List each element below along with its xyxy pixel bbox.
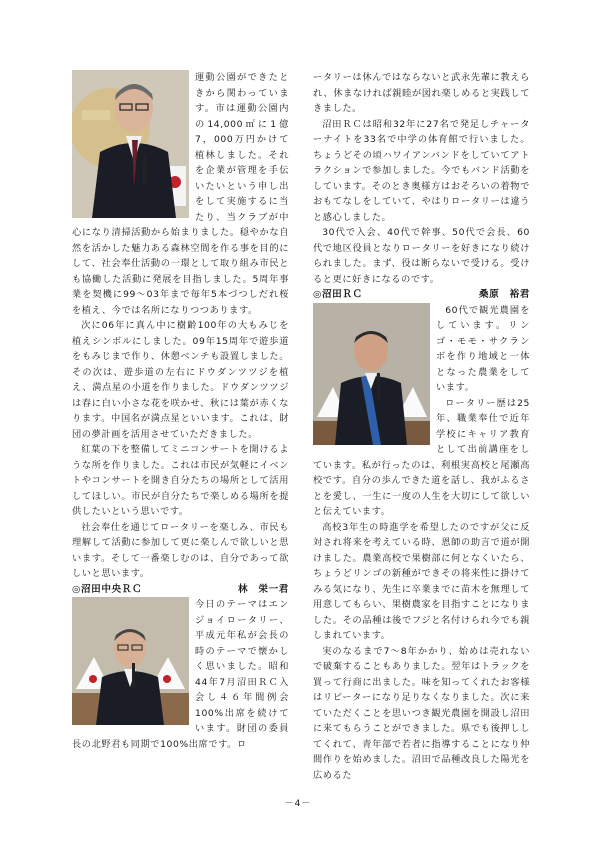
speaker2-photo <box>72 597 189 725</box>
article-paragraph: 社会奉仕を通じてロータリーを楽しみ、市民も理解して活動に参加して更に楽しんで欲しいと思います。そして一番楽しむのは、自分であって欲しいと思います。 <box>72 521 289 579</box>
left-column <box>72 70 289 752</box>
article-paragraph: 今日のテーマはエンジョイロータリー、平成元年私が会長の時のテーマで懐かしく思いました。昭和44年7月沼田ＲＣ入会し４６年間例会100%出席を続けています。財団の委員長の北野君も同期で100%出席です。ロ <box>72 599 289 750</box>
article-paragraph: 次に06年に真ん中に樹齢100年の大もみじを植えシンボルにしました。09年15周年で遊歩道をもみじまで作り、休憩ベンチも設置しました。その次は、遊歩道の左右にドウダンツツジを植え、満点星の小道を作りました。ドウダンツツジは春に白い小さな花を咲かせ、秋には葉が赤くなります。中国名が満点星といいます。これは、財団の夢計画を活用させていただきました。 <box>72 320 289 440</box>
right-column <box>313 70 530 783</box>
article-paragraph: 紅葉の下を整備してミニコンサートを開けるような所を作りました。これは市民が気軽にイベントやコンサートを開き自分たちの場所として活用してほしい。市民が自分たちで楽しめる場所を提供したいという思いです。 <box>72 444 289 517</box>
speaker3-photo <box>313 303 430 445</box>
speaker-name: 桑原 裕君 <box>479 289 530 300</box>
article-paragraph: ータリーは休んではならないと武永先輩に教えられ、休まなければ親睦が図れ楽しめると実践してきました。 <box>313 72 530 114</box>
speaker-club: ◎沼田中央ＲＣ <box>72 583 143 595</box>
speaker-name: 林 栄一君 <box>238 583 289 595</box>
article-paragraph: 運動公園ができたときから関わっています。市は運動公園内の14,000㎡に1億7，000万円かけて植林しました。それを企業が管理を手伝いたいという申し出をして実施するに当たり、当クラブが中心になり清掃活動から始まりました。穏やかな自然を活かした魅力ある森林空間を作る事を目的にして、社会奉仕活動の一環として取り組み市民とも協働した活動に発展を目指しました。5周年事業を契機に99～03年まで毎年5本づつしだれ桜を植え、今では名所になりつつあります。 <box>72 72 289 316</box>
page-number: －4－ <box>284 799 312 809</box>
article-paragraph: ロータリー歴は25年、職業奉仕で近年学校にキャリア教育として出前講座をしています。私が行ったのは、利根実高校と尾瀬高校です。自分の歩んできた道を話し、我がふるさとを愛し、一生に一度の人生を大切にして欲しいと伝えています。 <box>313 397 530 517</box>
article-paragraph: 沼田ＲＣは昭和32年に27名で発足しチャーターナイトを33名で中学の体育館で行いました。ちょうどその頃ハワイアンバンドをしていてアトラクションで参加しました。今でもバンド活動をしています。そのとき奥様方はおそろいの着物でおもてなしをしていて、やはりロータリーは違うと感心しました。 <box>313 118 530 223</box>
speaker-club: ◎沼田ＲＣ <box>313 289 363 300</box>
article-paragraph: 高校3年生の時進学を希望したのですが父に反対され将来を考えている時、恩師の助言で道が開けました。農業高校で果樹部に何となくいたら、ちょうどリンゴの新種ができその将来性に掛けてみる気になり、先生に卒業までに苗木を無理して用意してもらい、果樹農家を目指すことになりました。その品種は後でフジと名付けられ今でも親しまれています。 <box>313 521 530 641</box>
article-paragraph: 60代で観光農園をしています。リンゴ・モモ・サクランボを作り地域と一体となった農業をしています。 <box>436 304 530 393</box>
article-paragraph: 実のなるまで7～8年かかり、始めは売れないで破棄することもありました。翌年はトラックを買って行商に出ました。味を知ってくれたお客様はリピーターになり足りなくなりました。次に来ていただくことを思いつき観光農園を開設し沼田に来てもらうことができました。県でも後押ししてくれて、青年部で若者に指導することになり仲間作りを始めました。沼田で品種改良した陽光を広めるた <box>313 645 530 781</box>
speaker-heading <box>72 582 289 598</box>
article-paragraph: 30代で入会、40代で幹事、50代で会長、60代で地区役員となりロータリーを好きになり続けられました。まず、役は断らないで受ける。受けると更に好きになるのです。 <box>313 227 530 285</box>
speaker1-photo <box>72 70 189 218</box>
speaker-heading <box>313 287 530 303</box>
